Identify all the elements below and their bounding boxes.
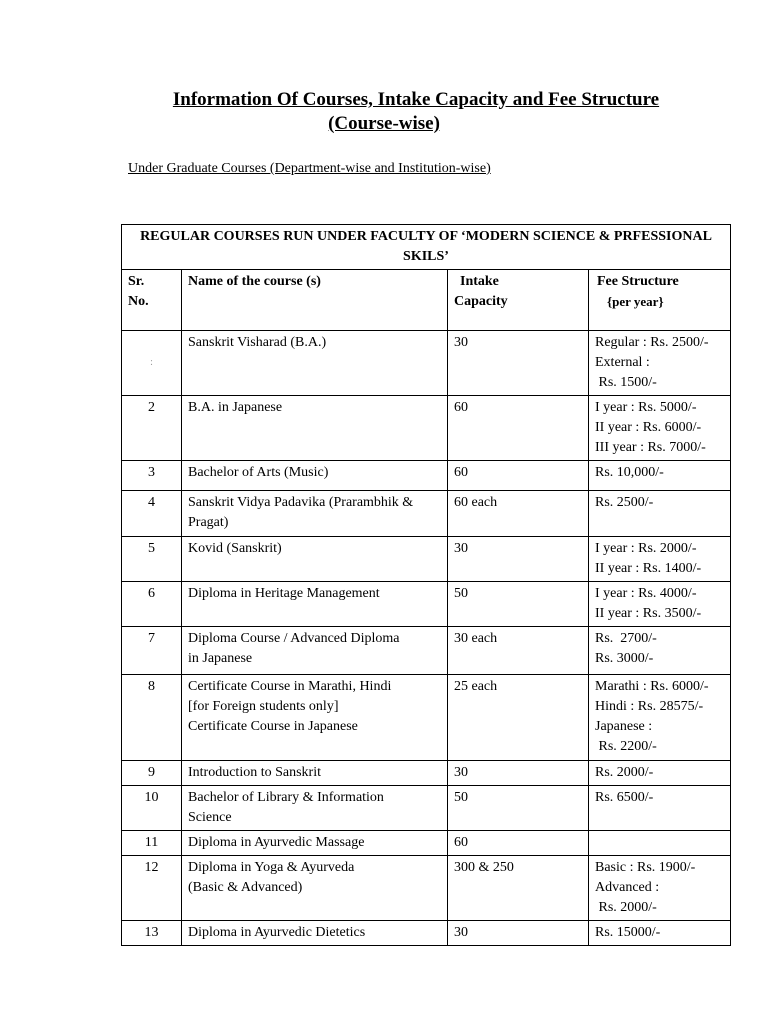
fee-line: Rs. 6500/- (595, 790, 654, 805)
row-sr-no: 2 (122, 396, 182, 461)
row-course-name (182, 675, 448, 761)
course-name-line: (Basic & Advanced) (188, 880, 303, 895)
row-course-name (182, 761, 448, 786)
row-course-name (182, 461, 448, 491)
row-intake-capacity: 30 (448, 331, 589, 396)
row-fee-structure (589, 675, 731, 761)
table-row (122, 856, 731, 921)
row-sr-no: 3 (122, 461, 182, 491)
table-row (122, 831, 731, 856)
row-course-name (182, 786, 448, 831)
row-sr-no: 13 (122, 921, 182, 946)
fee-line: Rs. 2200/- (595, 739, 657, 754)
row-course-name (182, 491, 448, 537)
row-sr-no: 5 (122, 537, 182, 582)
header-fee-structure: Fee Structure {per year} (589, 270, 731, 331)
fee-line: Rs. 2500/- (595, 495, 654, 510)
row-course-name (182, 856, 448, 921)
course-name-line: Certificate Course in Japanese (188, 719, 358, 734)
row-intake-capacity: 60 (448, 831, 589, 856)
fee-line: I year : Rs. 4000/- (595, 586, 697, 601)
course-name-line: Bachelor of Library & Information (188, 790, 384, 805)
row-course-name (182, 537, 448, 582)
row-sr-no: 10 (122, 786, 182, 831)
row-intake-capacity: 50 (448, 582, 589, 627)
table-row (122, 537, 731, 582)
row-fee-structure (589, 491, 731, 537)
fee-line: Rs. 2000/- (595, 765, 654, 780)
row-fee-structure (589, 627, 731, 675)
row-intake-capacity: 30 each (448, 627, 589, 675)
row-fee-structure (589, 582, 731, 627)
row-intake-capacity: 30 (448, 537, 589, 582)
fee-line: Rs. 10,000/- (595, 465, 664, 480)
fee-line: External : (595, 355, 650, 370)
row-intake-capacity: 300 & 250 (448, 856, 589, 921)
row-sr-no: 8 (122, 675, 182, 761)
row-fee-structure (589, 786, 731, 831)
course-name-line: Bachelor of Arts (Music) (188, 465, 329, 480)
row-sr-no: 11 (122, 831, 182, 856)
row-fee-structure (589, 761, 731, 786)
fee-line: Marathi : Rs. 6000/- (595, 679, 709, 694)
course-name-line: Diploma Course / Advanced Diploma (188, 631, 400, 646)
row-intake-capacity: 30 (448, 761, 589, 786)
row-course-name (182, 921, 448, 946)
row-fee-structure (589, 921, 731, 946)
fee-line: II year : Rs. 1400/- (595, 561, 702, 576)
course-name-line: Diploma in Yoga & Ayurveda (188, 860, 355, 875)
table-row (122, 396, 731, 461)
row-fee-structure (589, 331, 731, 396)
fee-line: Rs. 2000/- (595, 900, 657, 915)
course-name-line: Diploma in Ayurvedic Massage (188, 835, 365, 850)
course-name-line: Science (188, 810, 232, 825)
fee-line: Rs. 15000/- (595, 925, 661, 940)
header-sr-no: Sr. No. (122, 270, 182, 331)
fee-line: Advanced : (595, 880, 660, 895)
fee-line: I year : Rs. 5000/- (595, 400, 697, 415)
courses-table (121, 224, 731, 946)
table-row (122, 786, 731, 831)
header-course-name: Name of the course (s) (182, 270, 448, 331)
section-subtitle: Under Graduate Courses (Department-wise and Institution-wise) (128, 161, 491, 176)
course-name-line: in Japanese (188, 651, 253, 666)
course-rows (122, 331, 731, 946)
faculty-heading: REGULAR COURSES RUN UNDER FACULTY OF ‘MODERN SCIENCE & PRFESSIONAL SKILS’ (122, 225, 731, 270)
table-row (122, 761, 731, 786)
row-fee-structure (589, 831, 731, 856)
fee-line: Rs. 1500/- (595, 375, 657, 390)
row-fee-structure (589, 461, 731, 491)
fee-line: I year : Rs. 2000/- (595, 541, 697, 556)
course-name-line: Pragat) (188, 515, 229, 530)
row-course-name (182, 396, 448, 461)
table-row (122, 675, 731, 761)
row-course-name (182, 831, 448, 856)
fee-line: Japanese : (595, 719, 653, 734)
course-name-line: Kovid (Sanskrit) (188, 541, 282, 556)
row-intake-capacity: 25 each (448, 675, 589, 761)
course-name-line: B.A. in Japanese (188, 400, 283, 415)
row-intake-capacity: 60 each (448, 491, 589, 537)
fee-line: Regular : Rs. 2500/- (595, 335, 709, 350)
course-name-line: Sanskrit Visharad (B.A.) (188, 335, 327, 350)
row-intake-capacity: 30 (448, 921, 589, 946)
fee-line: II year : Rs. 3500/- (595, 606, 702, 621)
table-row (122, 461, 731, 491)
row-course-name (182, 627, 448, 675)
row-intake-capacity: 50 (448, 786, 589, 831)
table-row (122, 491, 731, 537)
fee-line: Rs. 3000/- (595, 651, 654, 666)
row-intake-capacity: 60 (448, 461, 589, 491)
row-fee-structure (589, 396, 731, 461)
fee-line: III year : Rs. 7000/- (595, 440, 706, 455)
row-sr-no: 9 (122, 761, 182, 786)
fee-line: Basic : Rs. 1900/- (595, 860, 696, 875)
course-name-line: Introduction to Sanskrit (188, 765, 321, 780)
table-header-row (122, 270, 731, 331)
row-sr-no: 6 (122, 582, 182, 627)
title-line-2: (Course-wise) (328, 113, 440, 134)
document-title (0, 88, 768, 136)
row-sr-no: 12 (122, 856, 182, 921)
course-name-line: Certificate Course in Marathi, Hindi (188, 679, 392, 694)
table-row (122, 627, 731, 675)
header-intake-capacity: Intake Capacity (448, 270, 589, 331)
course-name-line: Diploma in Ayurvedic Dietetics (188, 925, 366, 940)
row-intake-capacity: 60 (448, 396, 589, 461)
fee-line: Rs. 2700/- (595, 631, 657, 646)
row-course-name (182, 582, 448, 627)
course-name-line: [for Foreign students only] (188, 699, 339, 714)
course-name-line: Diploma in Heritage Management (188, 586, 380, 601)
table-row (122, 331, 731, 396)
row-sr-no: 4 (122, 491, 182, 537)
row-sr-no: : (122, 331, 182, 396)
row-course-name (182, 331, 448, 396)
row-sr-no: 7 (122, 627, 182, 675)
course-name-line: Sanskrit Vidya Padavika (Prarambhik & (188, 495, 414, 510)
table-row (122, 921, 731, 946)
fee-line: Hindi : Rs. 28575/- (595, 699, 704, 714)
row-fee-structure (589, 537, 731, 582)
fee-line: II year : Rs. 6000/- (595, 420, 702, 435)
table-row (122, 582, 731, 627)
row-fee-structure (589, 856, 731, 921)
title-line-1: Information Of Courses, Intake Capacity and Fee Structure (172, 89, 660, 110)
